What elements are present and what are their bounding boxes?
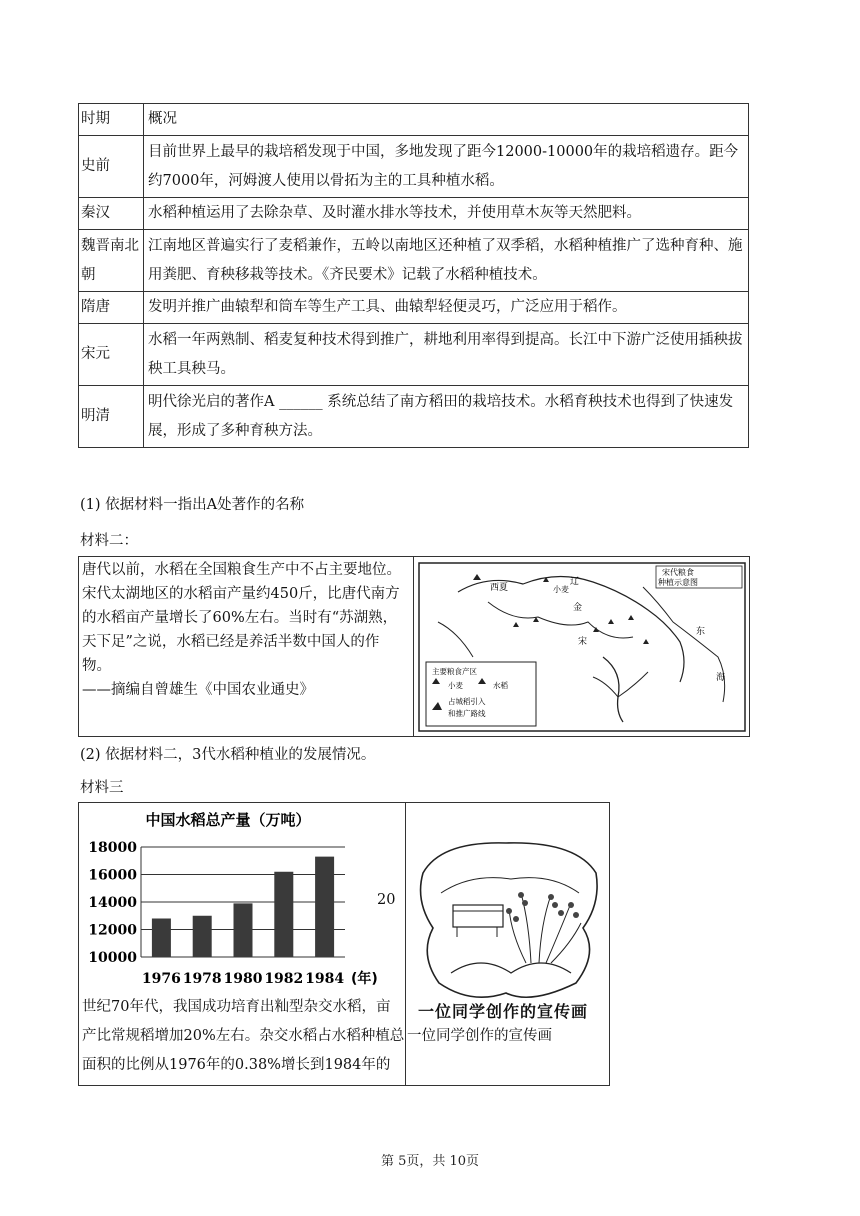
chart-title: 中国水稻总产量（万吨） bbox=[145, 811, 311, 829]
y-tick-label: 12000 bbox=[88, 922, 137, 939]
y-tick-label: 14000 bbox=[88, 895, 137, 911]
propaganda-poster bbox=[411, 833, 606, 1018]
material-2-text bbox=[82, 558, 412, 702]
overview-cell: 目前世界上最早的栽培稻发现于中国，多地发现了距今12000-10000年的栽培稻遗存。距今约7000年，河姆渡人使用以骨拓为主的工具种植水稻。 bbox=[144, 136, 749, 198]
text-line: 的水稻亩产量增长了60%左右。当时有“苏湖熟， bbox=[82, 610, 398, 626]
poster-caption: 一位同学创作的宣传画 bbox=[407, 1028, 552, 1044]
x-axis-ticks bbox=[142, 971, 344, 987]
y-tick-label: 10000 bbox=[88, 950, 137, 966]
table-row bbox=[79, 292, 749, 324]
material-3-label: 材料三 bbox=[80, 780, 124, 796]
page-footer: 第 5页，共 10页 bbox=[380, 1154, 480, 1169]
x-tick-label: 1980 bbox=[223, 971, 263, 987]
overview-cell: 江南地区普遍实行了麦稻兼作，五岭以南地区还种植了双季稻，水稻种植推广了选种育种、施用粪肥、育秧移栽等技术。《齐民要术》记载了水稻种植技术。 bbox=[144, 230, 749, 292]
map-label: 小麦 bbox=[553, 585, 569, 594]
table-header-row bbox=[79, 104, 749, 136]
divider bbox=[413, 557, 414, 736]
x-tick-label: 1982 bbox=[264, 971, 304, 987]
poster-title: 一位同学创作的宣传画 bbox=[418, 1002, 589, 1021]
x-tick-label: 1976 bbox=[141, 971, 181, 987]
map-label: 金 bbox=[573, 603, 583, 613]
text-line: 宋代太湖地区的水稻亩产量约450斤，比唐代南方 bbox=[82, 586, 400, 602]
map-label: 宋 bbox=[578, 637, 588, 647]
table-row bbox=[79, 136, 749, 198]
period-cell: 明清 bbox=[79, 386, 144, 448]
overview-cell: 水稻一年两熟制、稻麦复种技术得到推广，耕地利用率得到提高。长江中下游广泛使用插秧拔秧工具秧马。 bbox=[144, 324, 749, 386]
bar-1984 bbox=[315, 857, 334, 957]
map-label: 东 bbox=[696, 627, 706, 637]
y-tick-label: 18000 bbox=[88, 840, 137, 856]
text-line: 唐代以前，水稻在全国粮食生产中不占主要地位。 bbox=[82, 562, 401, 578]
bar-1982 bbox=[274, 872, 293, 957]
legend-item: 水稻 bbox=[493, 681, 508, 690]
map-title-line: 宋代粮食 bbox=[662, 568, 694, 577]
overview-cell: 发明并推广曲辕犁和筒车等生产工具、曲辕犁轻便灵巧，广泛应用于稻作。 bbox=[144, 292, 749, 324]
bar-1976 bbox=[152, 919, 171, 958]
source-citation: ——摘编自曾雄生《中国农业通史》 bbox=[82, 682, 314, 698]
history-table bbox=[78, 103, 749, 448]
map-title-line: 种植示意图 bbox=[658, 578, 698, 587]
period-cell: 魏晋南北朝 bbox=[79, 230, 144, 292]
header-period: 时期 bbox=[79, 104, 144, 136]
chart-bars bbox=[152, 857, 334, 957]
table-row bbox=[79, 198, 749, 230]
rice-output-chart bbox=[83, 805, 383, 991]
map-label: 海 bbox=[716, 673, 726, 683]
legend-item: 主要粮食产区 bbox=[432, 667, 477, 676]
x-tick-label: 1984 bbox=[305, 971, 345, 987]
bar-1978 bbox=[193, 916, 212, 957]
period-cell: 史前 bbox=[79, 136, 144, 198]
question-1: (1) 依据材料一指出A处著作的名称 bbox=[80, 497, 305, 513]
x-axis-label: (年) bbox=[351, 971, 378, 987]
legend-item: 和推广路线 bbox=[448, 709, 486, 718]
material-3-text bbox=[82, 993, 406, 1080]
y-tick-label: 16000 bbox=[88, 867, 137, 884]
map-label: 西夏 bbox=[490, 583, 509, 593]
overview-cell: 水稻种植运用了去除杂草、及时灌水排水等技术，并使用草木灰等天然肥料。 bbox=[144, 198, 749, 230]
material-3-box bbox=[78, 802, 610, 1086]
stray-number: 20 bbox=[377, 892, 396, 908]
table-row bbox=[79, 324, 749, 386]
material-2-box bbox=[78, 556, 750, 737]
table-row bbox=[79, 230, 749, 292]
material-2-label: 材料二： bbox=[80, 533, 138, 549]
text-line: 产比常规稻增加20%左右。杂交水稻占水稻种植总 bbox=[82, 1028, 405, 1044]
song-crop-map bbox=[418, 562, 746, 732]
header-overview: 概况 bbox=[144, 104, 749, 136]
text-line: 物。 bbox=[82, 658, 111, 674]
overview-cell: 明代徐光启的著作A ______ 系统总结了南方稻田的栽培技术。水稻育秧技术也得到了快速发展，形成了多种育秧方法。 bbox=[144, 386, 749, 448]
period-cell: 宋元 bbox=[79, 324, 144, 386]
text-line: 面积的比例从1976年的0.38%增长到1984年的 bbox=[82, 1057, 391, 1073]
legend-item: 小麦 bbox=[448, 681, 463, 690]
x-tick-label: 1978 bbox=[182, 971, 222, 987]
legend-item: 占城稻引入 bbox=[448, 697, 486, 706]
map-label: 辽 bbox=[570, 577, 580, 587]
table-row bbox=[79, 386, 749, 448]
bar-1980 bbox=[234, 903, 253, 957]
question-2: (2) 依据材料二，3代水稻种植业的发展情况。 bbox=[80, 747, 376, 763]
period-cell: 隋唐 bbox=[79, 292, 144, 324]
period-cell: 秦汉 bbox=[79, 198, 144, 230]
text-line: 世纪70年代，我国成功培育出籼型杂交水稻，亩 bbox=[82, 999, 391, 1015]
y-axis-ticks bbox=[88, 840, 137, 966]
text-line: 天下足”之说，水稻已经是养活半数中国人的作 bbox=[82, 634, 380, 650]
